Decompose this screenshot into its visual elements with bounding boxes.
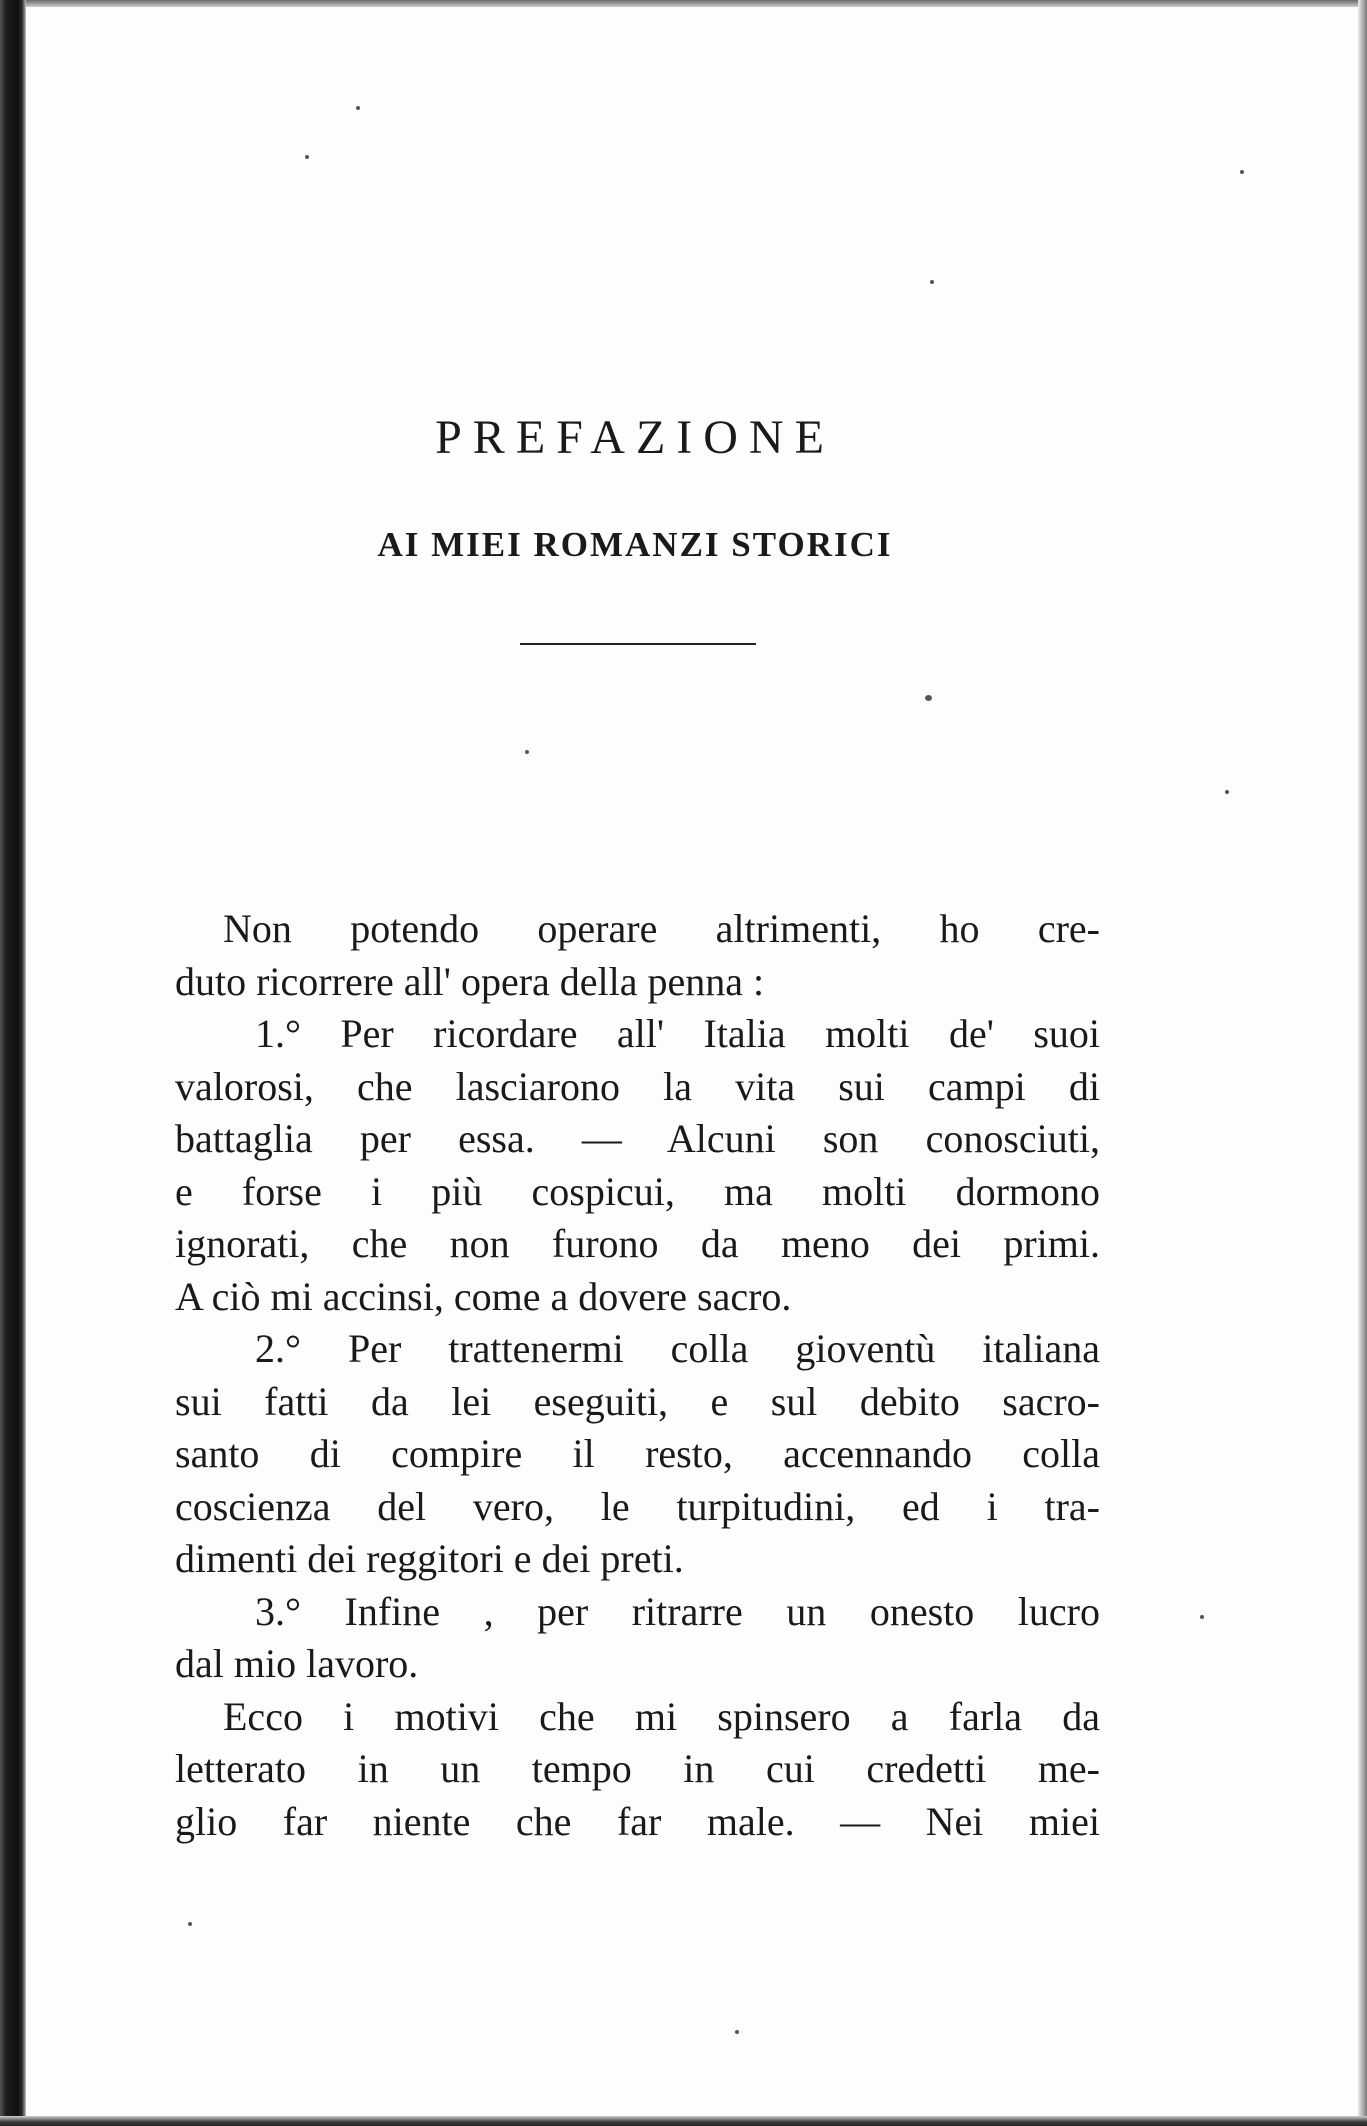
scan-speck [305, 155, 309, 159]
paragraph [175, 903, 1100, 1008]
page-title: PREFAZIONE [435, 411, 835, 464]
title-divider [520, 643, 756, 645]
page-binding-edge [0, 0, 26, 2126]
scan-speck [525, 750, 529, 754]
page-subtitle: AI MIEI ROMANZI STORICI [377, 525, 893, 564]
page-bottom-edge [0, 2116, 1367, 2126]
paragraph [175, 1691, 1100, 1849]
page-right-edge [1358, 0, 1367, 2126]
text-line: ignorati, che non furono da meno dei primi. [175, 1221, 1100, 1266]
text-line: letterato in un tempo in cui credetti me- [175, 1746, 1100, 1791]
paragraph [175, 1323, 1100, 1586]
text-line: Ecco i motivi che mi spinsero a farla da [223, 1693, 1100, 1739]
scan-speck [356, 106, 360, 110]
text-line: 1.° Per ricordare all' Italia molti de' suoi [255, 1011, 1100, 1056]
text-line: duto ricorrere all' opera della penna : [175, 958, 765, 1004]
text-line: e forse i più cospicui, ma molti dormono [175, 1168, 1100, 1214]
scan-speck [1240, 170, 1244, 174]
text-line: battaglia per essa. — Alcuni son conosciuti, [175, 1116, 1100, 1161]
text-line: valorosi, che lasciarono la vita sui campi di [175, 1063, 1100, 1109]
text-line: dal mio lavoro. [175, 1641, 419, 1686]
scan-speck [1200, 1615, 1204, 1619]
text-line: coscienza del vero, le turpitudini, ed i tra- [175, 1483, 1100, 1529]
text-line: santo di compire il resto, accennando colla [175, 1431, 1100, 1476]
scan-speck [930, 280, 934, 284]
text-line: dimenti dei reggitori e dei preti. [175, 1536, 684, 1581]
scan-speck [1225, 790, 1229, 794]
scan-speck [188, 1922, 192, 1926]
text-line: sui fatti da lei eseguiti, e sul debito sacro- [175, 1378, 1100, 1424]
scan-speck [735, 2030, 739, 2034]
text-line: 3.° Infine , per ritrarre un onesto lucro [255, 1588, 1100, 1634]
page-top-edge [0, 0, 1367, 7]
text-line: glio far niente che far male. — Nei miei [175, 1798, 1100, 1844]
preface-body [175, 903, 1100, 1848]
scan-speck [925, 695, 932, 701]
text-line: Non potendo operare altrimenti, ho cre- [223, 906, 1100, 951]
paragraph [175, 1586, 1100, 1691]
text-line: A ciò mi accinsi, come a dovere sacro. [175, 1273, 792, 1319]
paragraph [175, 1008, 1100, 1323]
text-line: 2.° Per trattenermi colla gioventù italiana [255, 1326, 1100, 1371]
